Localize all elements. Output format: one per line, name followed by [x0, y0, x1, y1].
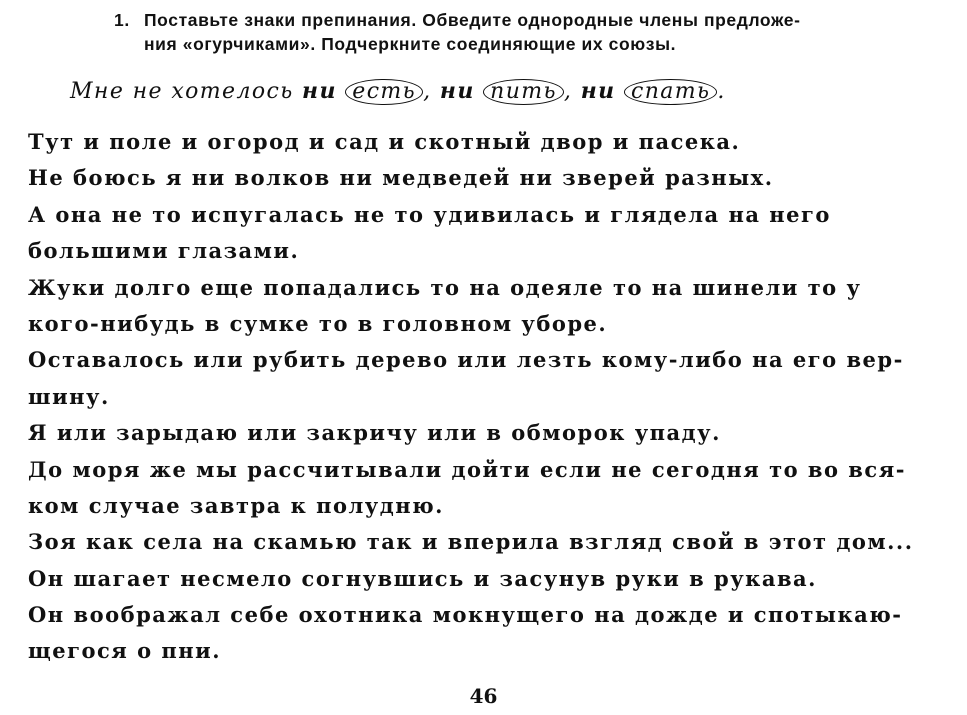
sentence-line: ком случае завтра к полудню.	[28, 492, 444, 518]
task-line-1	[114, 8, 934, 32]
example-sentence	[70, 78, 726, 105]
page-number: 46	[469, 684, 498, 708]
example-end: .	[717, 79, 726, 104]
task-line-2	[114, 32, 934, 56]
sentence-line: Оставалось или рубить дерево или лезть кому-либо на его вер-	[28, 347, 904, 373]
sentence-line: шину.	[28, 383, 110, 409]
circled-word-1: есть	[345, 79, 423, 105]
exercise-sentences	[28, 124, 928, 670]
example-prefix: Мне не хотелось	[70, 79, 294, 104]
circled-word-3: спать	[624, 79, 717, 105]
sentence-line: кого-нибудь в сумке то в головном уборе.	[28, 310, 608, 336]
sentence-line: Жуки долго еще попадались то на одеяле то на шинели то у	[28, 274, 862, 300]
task-instructions	[114, 8, 934, 56]
sentence-line: До моря же мы рассчитывали дойти если не сегодня то во вся-	[28, 456, 906, 482]
example-conjunction-1: ни	[302, 78, 337, 104]
task-text-line-1: Поставьте знаки препинания. Обведите однородные члены предложе-	[144, 10, 801, 30]
example-comma-1: ,	[423, 79, 432, 104]
sentence-line: Не боюсь я ни волков ни медведей ни зверей разных.	[28, 165, 774, 191]
sentence-line: Он шагает несмело согнувшись и засунув руки в рукава.	[28, 565, 817, 591]
sentence-line: большими глазами.	[28, 238, 300, 264]
sentence-line: Я или зарыдаю или закричу или в обморок упаду.	[28, 420, 721, 446]
sentence-line: Он воображал себе охотника мокнущего на дожде и спотыкаю-	[28, 602, 903, 628]
example-conjunction-3: ни	[580, 78, 616, 104]
circled-word-2: пить	[483, 79, 564, 105]
example-conjunction-2: ни	[439, 78, 475, 104]
sentence-line: Тут и поле и огород и сад и скотный двор и пасека.	[28, 129, 741, 154]
sentence-line: Зоя как села на скамью так и вперила взгляд свой в этот дом...	[28, 529, 914, 555]
sentence-line: А она не то испугалась не то удивилась и глядела на него	[28, 201, 831, 227]
example-comma-2: ,	[563, 79, 573, 104]
task-number: 1.	[114, 10, 130, 30]
task-text-line-2: ния «огурчиками». Подчеркните соединяющие их союзы.	[144, 34, 677, 54]
sentence-line: щегося о пни.	[28, 638, 222, 664]
